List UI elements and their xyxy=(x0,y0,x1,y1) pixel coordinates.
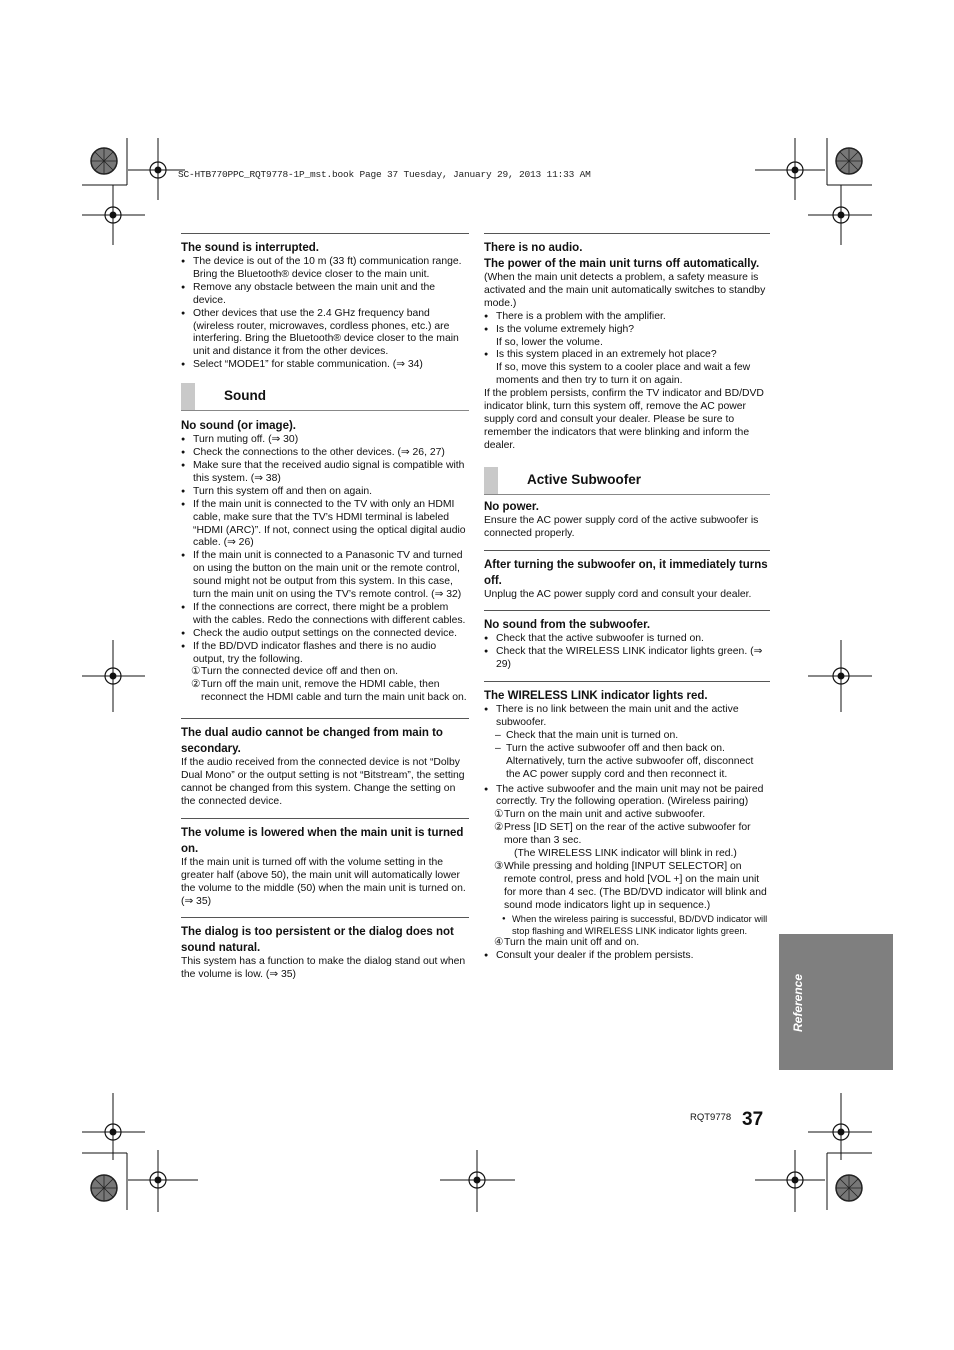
step-text: Turn on the main unit and active subwoofer. xyxy=(504,809,706,821)
list-item: ● Select “MODE1” for stable communication. (⇒ 34) xyxy=(181,359,469,372)
list-item: ● Is this system placed in an extremely hot place? xyxy=(484,349,770,362)
list-item: ● Is the volume extremely high? xyxy=(484,324,770,337)
paragraph: If the problem persists, confirm the TV indicator and BD/DVD indicator blink, turn this system off, remove the AC power supply cord and consult your dealer. Please be sure to remember the indicators that were blinking and inform the dealer. xyxy=(484,388,764,451)
list-item: ● If the BD/DVD indicator flashes and there is no audio output, try the following. xyxy=(181,641,469,667)
step-text: While pressing and holding [INPUT SELECTOR] on remote control, press and hold [VOL +] on the main unit for more than 4 sec. (The BD/DVD indicator will blink and sound mode indicators light up in sequence.) xyxy=(504,861,767,911)
step-text: Turn off the main unit, remove the HDMI cable, then reconnect the HDMI cable and turn the main unit back on. xyxy=(201,679,467,704)
step-number: ④ xyxy=(494,936,504,948)
numbered-step xyxy=(484,822,770,848)
section-marker xyxy=(181,383,195,410)
section-title: Sound xyxy=(224,388,266,404)
heading-sound-interrupted: The sound is interrupted. xyxy=(181,242,320,254)
divider xyxy=(484,610,770,611)
document-code: RQT9778 xyxy=(690,1112,732,1123)
divider xyxy=(181,818,469,819)
step-text: Press [ID SET] on the rear of the active subwoofer for more than 3 sec. xyxy=(504,822,751,847)
section-header-active-subwoofer xyxy=(484,467,770,495)
heading-dialog: The dialog is too persistent or the dialog does not sound natural. xyxy=(181,926,454,955)
paragraph: If the audio received from the connected device is not “Dolby Dual Mono” or the output setting is not “Bitstream”, the setting cannot be changed from this system. Change the setting on the connected device. xyxy=(181,757,465,807)
reference-tab xyxy=(779,934,893,1070)
divider xyxy=(484,681,770,682)
list-item: ● Check the audio output settings on the connected device. xyxy=(181,628,469,641)
numbered-step xyxy=(181,679,469,705)
numbered-step xyxy=(484,937,770,950)
paragraph: (When the main unit detects a problem, a safety measure is activated and the main unit automatically switches to standby mode.) xyxy=(484,272,766,309)
left-column xyxy=(181,233,469,982)
step-text: Turn the connected device off and then on. xyxy=(201,666,398,678)
dash-item: – Check that the main unit is turned on. xyxy=(484,730,770,743)
step-number: ② xyxy=(191,679,201,691)
step-text: Turn the main unit off and on. xyxy=(504,936,640,948)
numbered-step xyxy=(484,809,770,822)
heading-power-off: The power of the main unit turns off automatically. xyxy=(484,258,760,270)
step-number: ② xyxy=(494,822,504,834)
section-header-sound xyxy=(181,383,469,411)
reference-tab-label: Reference xyxy=(791,973,805,1032)
list-item: ● Consult your dealer if the problem persists. xyxy=(484,950,770,963)
step-note: (The WIRELESS LINK indicator will blink in red.) xyxy=(514,848,737,860)
heading-no-sound: No sound (or image). xyxy=(181,420,296,433)
section-marker xyxy=(484,467,498,494)
divider xyxy=(181,917,469,918)
heading-no-audio: There is no audio. xyxy=(484,242,583,254)
print-header: SC-HTB770PPC_RQT9778-1P_mst.book Page 37 Tuesday, January 29, 2013 11:33 AM xyxy=(178,169,591,180)
list-item: ● Make sure that the received audio signal is compatible with this system. (⇒ 38) xyxy=(181,460,469,486)
list-item: ● Turn this system off and then on again. xyxy=(181,486,469,499)
paragraph: Ensure the AC power supply cord of the active subwoofer is connected properly. xyxy=(484,514,759,539)
heading-turns-off: After turning the subwoofer on, it immediately turns off. xyxy=(484,558,768,587)
divider xyxy=(484,550,770,551)
numbered-step xyxy=(181,666,469,679)
numbered-step xyxy=(484,861,770,913)
heading-volume-lowered: The volume is lowered when the main unit is turned on. xyxy=(181,826,464,855)
paragraph: This system has a function to make the dialog stand out when the volume is low. (⇒ 35) xyxy=(181,956,466,981)
list-item: ● Check the connections to the other devices. (⇒ 26, 27) xyxy=(181,447,469,460)
divider xyxy=(181,718,469,719)
list-subtext: If so, move this system to a cooler place and wait a few moments and then try to turn it on again. xyxy=(496,362,751,387)
list-item: ● There is no link between the main unit and the active subwoofer. xyxy=(484,704,770,730)
list-item: ● If the main unit is connected to the TV with only an HDMI cable, make sure that the TV’s HDMI terminal is labeled “HDMI (ARC)”. If not, connect using the optical digital audio cable. (⇒ 26) xyxy=(181,499,469,551)
list-item: ● There is a problem with the amplifier. xyxy=(484,311,770,324)
step-number: ① xyxy=(494,809,504,821)
paragraph: If the main unit is turned off with the volume setting in the greater half (above 50), the main unit will automatically lower the volume to the middle (50) when the main unit is turned on. (⇒ 35) xyxy=(181,856,466,907)
heading-dual-audio: The dual audio cannot be changed from main to secondary. xyxy=(181,727,443,756)
list-item: ● The device is out of the 10 m (33 ft) communication range. Bring the Bluetooth® device closer to the main unit. xyxy=(181,256,469,282)
dash-item: – Turn the active subwoofer off and then back on. Alternatively, turn the active subwoofer off, disconnect the AC power supply cord and then reconnect it. xyxy=(484,743,770,782)
small-note: ● When the wireless pairing is successful, BD/DVD indicator will stop flashing and WIRELESS LINK indicator lights green. xyxy=(484,913,770,937)
paragraph: Unplug the AC power supply cord and consult your dealer. xyxy=(484,588,752,600)
section-title: Active Subwoofer xyxy=(527,471,642,487)
list-subtext: If so, lower the volume. xyxy=(496,336,603,348)
list-item: ● Remove any obstacle between the main unit and the device. xyxy=(181,282,469,308)
step-number: ① xyxy=(191,666,201,678)
step-number: ③ xyxy=(494,861,504,872)
list-item: ● Check that the WIRELESS LINK indicator lights green. (⇒ 29) xyxy=(484,646,770,672)
divider xyxy=(181,233,469,234)
heading-wireless-link: The WIRELESS LINK indicator lights red. xyxy=(484,690,708,703)
list-item: ● If the main unit is connected to a Panasonic TV and turned on using the button on the main unit or the remote control, sound might not be output from this system. In this case, turn the main unit on using the TV’s remote control. (⇒ 32) xyxy=(181,550,469,602)
right-column xyxy=(484,233,770,962)
list-item: ● The active subwoofer and the main unit may not be paired correctly. Try the following operation. (Wireless pairing) xyxy=(484,784,770,810)
heading-no-power: No power. xyxy=(484,500,539,513)
list-item: ● Turn muting off. (⇒ 30) xyxy=(181,434,469,447)
list-item: ● Check that the active subwoofer is turned on. xyxy=(484,633,770,646)
heading-no-sound-subwoofer: No sound from the subwoofer. xyxy=(484,619,651,632)
divider xyxy=(484,233,770,234)
page-number: 37 xyxy=(742,1109,764,1130)
list-item: ● If the connections are correct, there might be a problem with the cables. Redo the connections with different cables. xyxy=(181,602,469,628)
list-item: ● Other devices that use the 2.4 GHz frequency band (wireless router, microwaves, cordless phones, etc.) are interfering. Bring the Bluetooth® device closer to the main unit and distance it from the other devices. xyxy=(181,308,469,360)
